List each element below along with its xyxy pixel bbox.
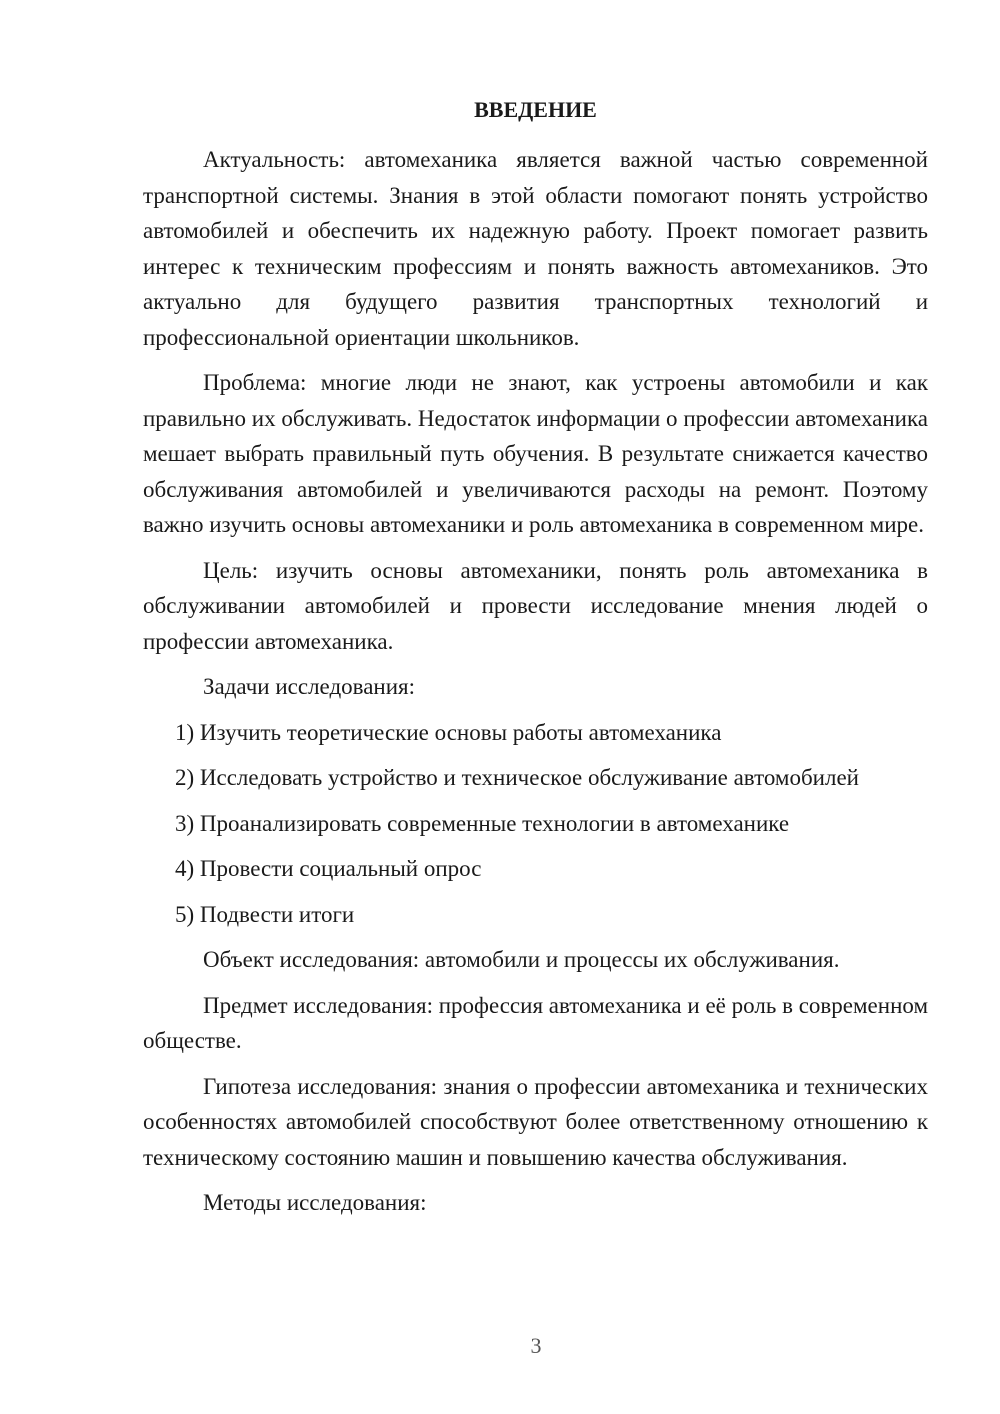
tasks-list bbox=[143, 715, 928, 933]
task-item: 4) Провести социальный опрос bbox=[175, 856, 482, 881]
task-item: 5) Подвести итоги bbox=[175, 901, 355, 927]
task-item: 3) Проанализировать современные технологии в автомеханике bbox=[175, 810, 790, 836]
problem-paragraph: Проблема: многие люди не знают, как устроены автомобили и как правильно их обслуживать. Недостаток информации о профессии автомеханика мешает выбрать правильный путь обучения. В результате снижается качество обслуживания автомобилей и увеличиваются расходы на ремонт. Поэтому важно изучить основы автомеханики и роль автомеханика в современном мире. bbox=[143, 370, 928, 537]
research-hypothesis: Гипотеза исследования: знания о профессии автомеханика и технических особенностях автомобилей способствуют более ответственному отношению к техническому состоянию машин и повышению качества обслуживания. bbox=[143, 1073, 928, 1170]
page-number: 3 bbox=[530, 1333, 542, 1358]
research-subject: Предмет исследования: профессия автомеханика и её роль в современном обществе. bbox=[143, 992, 928, 1053]
relevance-paragraph: Актуальность: автомеханика является важной частью современной транспортной системы. Знания в этой области помогают понять устройство автомобилей и обеспечить их надежную работу. Проект помогает развить интерес к техническим профессиям и понять важность автомехаников. Это актуально для будущего развития транспортных технологий и профессиональной ориентации школьников. bbox=[143, 147, 928, 350]
goal-paragraph: Цель: изучить основы автомеханики, понять роль автомеханика в обслуживании автомобилей и провести исследование мнения людей о профессии автомеханика. bbox=[143, 557, 928, 654]
page-content bbox=[143, 94, 928, 1221]
tasks-heading: Задачи исследования: bbox=[203, 674, 416, 699]
task-item: 1) Изучить теоретические основы работы автомеханика bbox=[175, 719, 722, 745]
research-object: Объект исследования: автомобили и процессы их обслуживания. bbox=[203, 947, 840, 972]
research-methods: Методы исследования: bbox=[203, 1190, 427, 1215]
task-item: 2) Исследовать устройство и техническое обслуживание автомобилей bbox=[175, 765, 859, 790]
page-title: ВВЕДЕНИЕ bbox=[474, 97, 597, 122]
